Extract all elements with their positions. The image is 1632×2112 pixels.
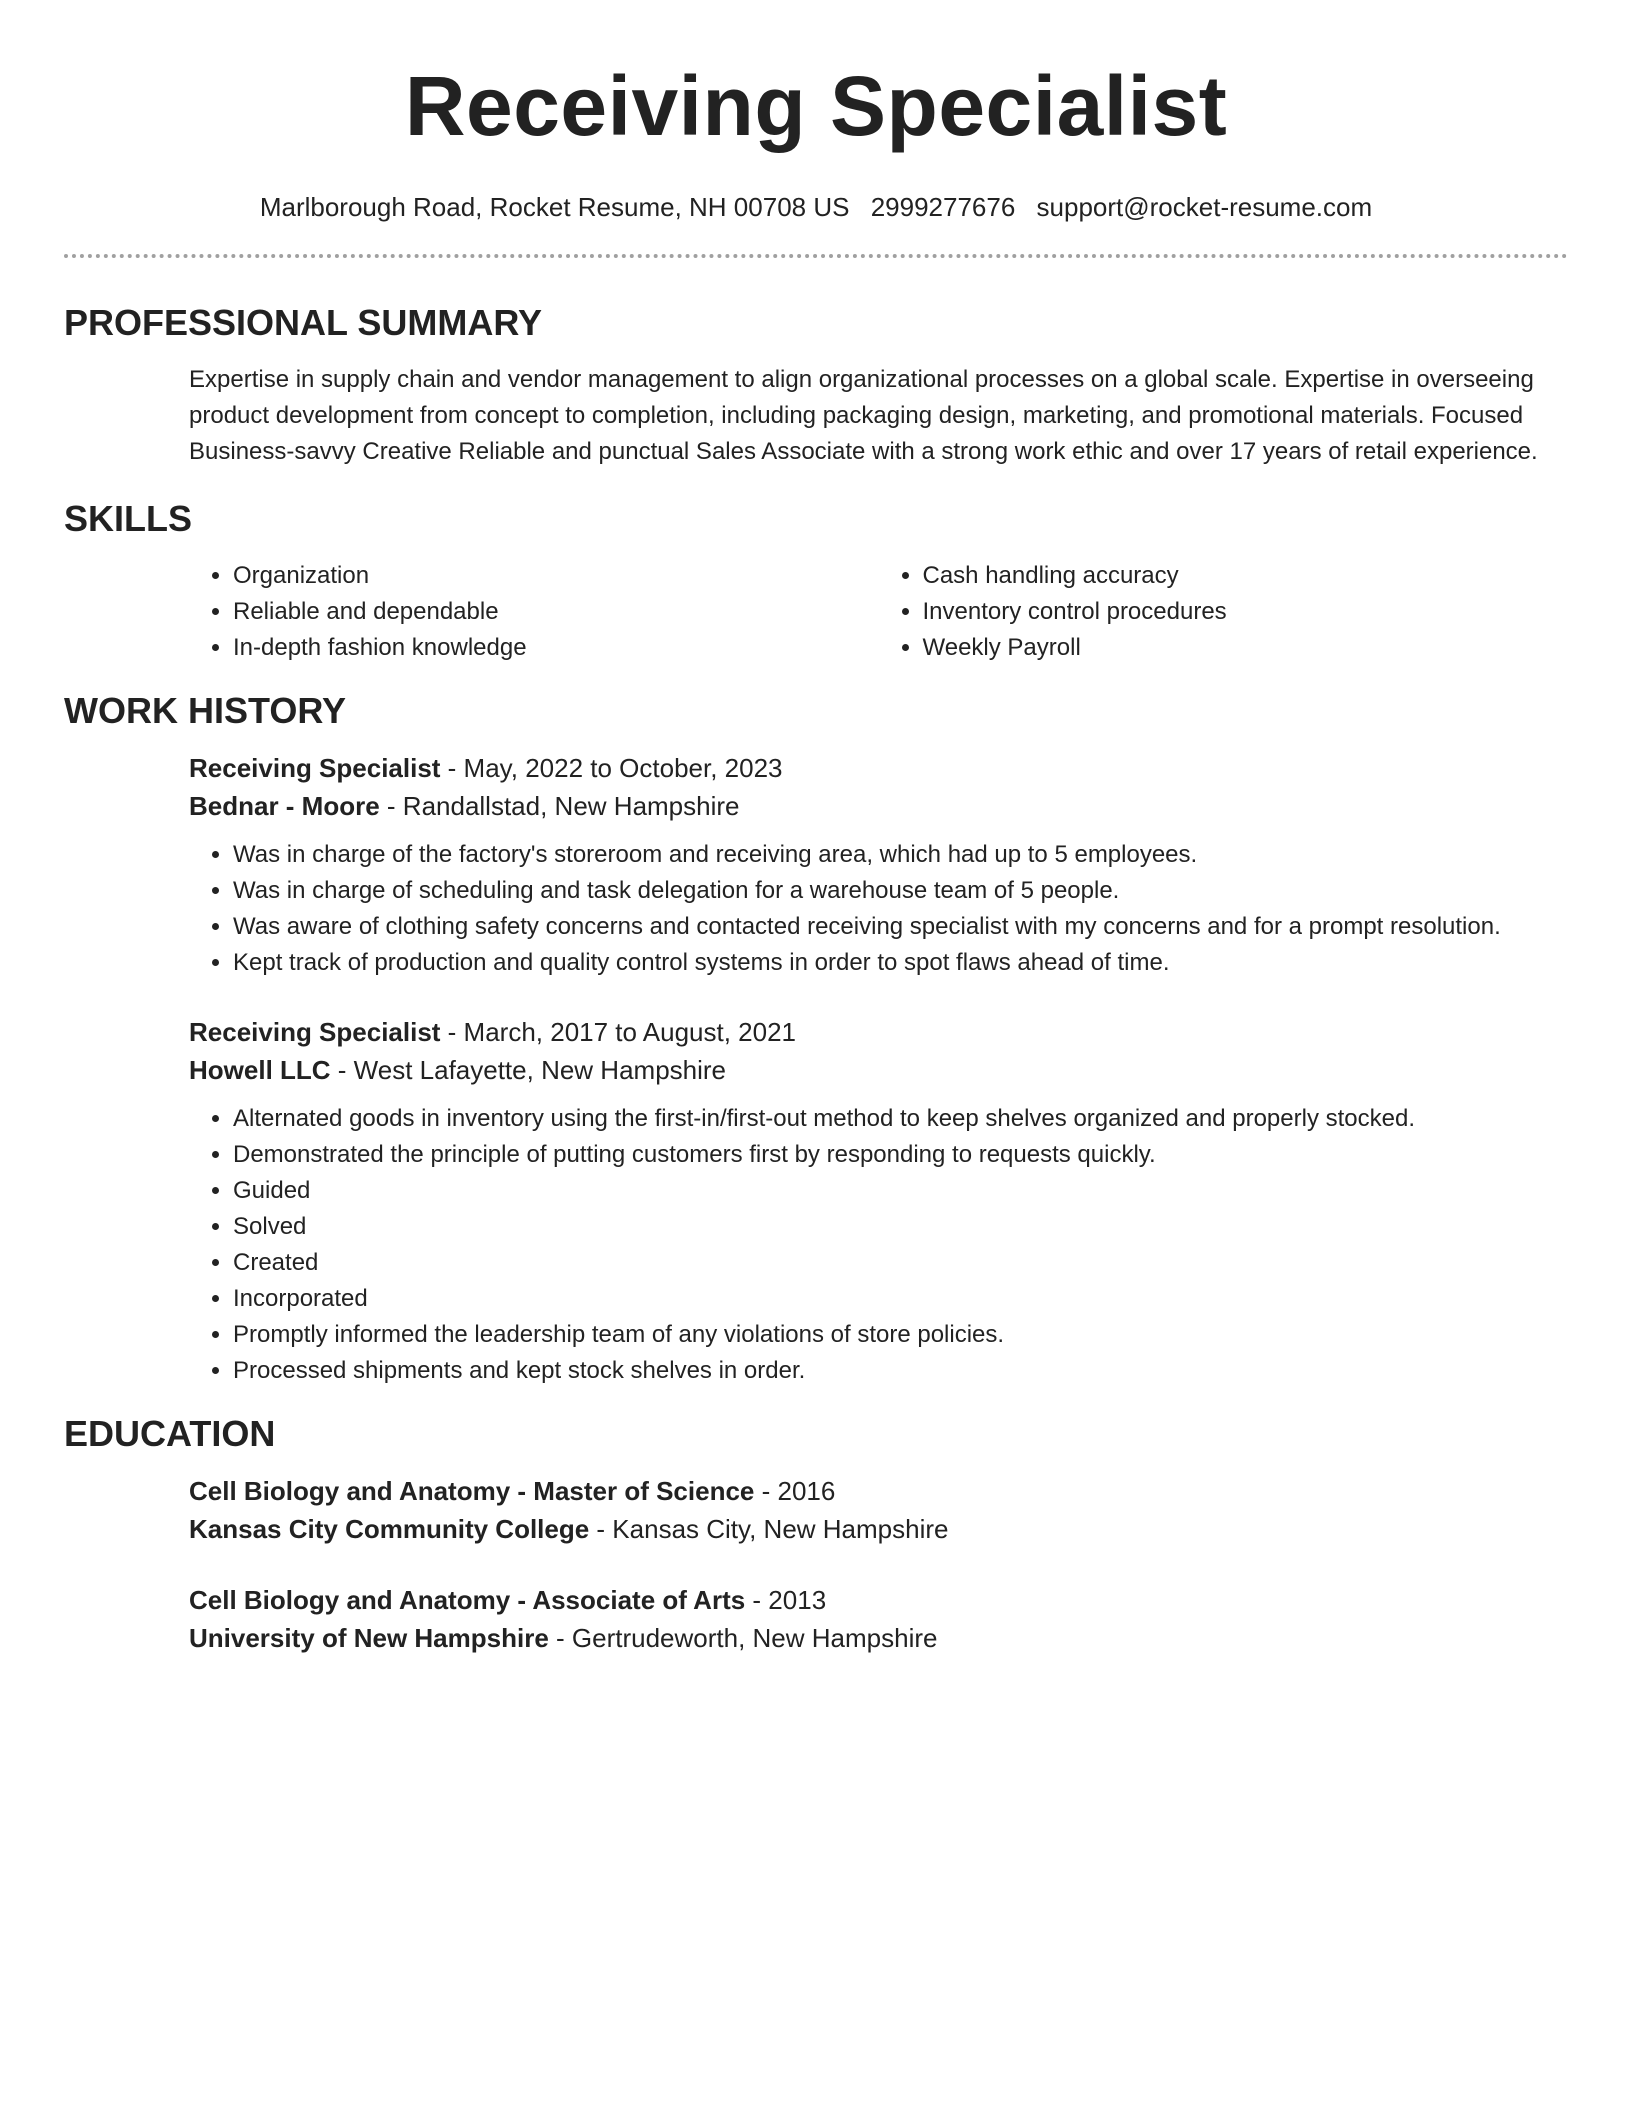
school-line	[189, 1510, 1568, 1548]
contact-phone: 2999277676	[870, 192, 1016, 222]
job-company: Howell LLC	[189, 1055, 331, 1085]
job-entry	[64, 1013, 1568, 1389]
duty-item: • Alternated goods in inventory using the first-in/first-out method to keep shelves organized and properly stocked.	[233, 1101, 1568, 1137]
skill-item: • In-depth fashion knowledge	[233, 630, 879, 666]
job-duties	[189, 1101, 1568, 1389]
skill-item: • Cash handling accuracy	[923, 558, 1569, 594]
contact-line	[64, 192, 1568, 222]
education-heading: EDUCATION	[64, 1413, 276, 1454]
education-entry	[64, 1472, 1568, 1548]
job-duties	[189, 837, 1568, 981]
skill-item: • Reliable and dependable	[233, 594, 879, 630]
degree-name: Cell Biology and Anatomy - Associate of Arts	[189, 1585, 746, 1615]
duty-item: • Promptly informed the leadership team of any violations of store policies.	[233, 1317, 1568, 1353]
job-company-line	[189, 787, 1568, 825]
header-divider	[64, 254, 1568, 258]
summary-section	[64, 362, 1568, 470]
contact-address: Marlborough Road, Rocket Resume, NH 00708 US	[259, 192, 850, 222]
job-dates: - May, 2022 to October, 2023	[440, 753, 783, 783]
duty-item: • Demonstrated the principle of putting customers first by responding to requests quickly.	[233, 1137, 1568, 1173]
job-company: Bednar - Moore	[189, 791, 380, 821]
school-line	[189, 1619, 1568, 1657]
work-history-heading: WORK HISTORY	[64, 690, 347, 731]
duty-item: • Created	[233, 1245, 1568, 1281]
job-role: Receiving Specialist	[189, 753, 441, 783]
school-name: University of New Hampshire	[189, 1623, 549, 1653]
degree-line	[189, 1581, 1568, 1619]
skills-column-right	[879, 558, 1569, 666]
skill-item: • Weekly Payroll	[923, 630, 1569, 666]
summary-heading: PROFESSIONAL SUMMARY	[64, 302, 543, 343]
education-entry	[64, 1581, 1568, 1657]
duty-item: • Was aware of clothing safety concerns and contacted receiving specialist with my concerns and for a prompt resolution.	[233, 909, 1568, 945]
summary-text: Expertise in supply chain and vendor management to align organizational processes on a global scale. Expertise in overseeing product development from concept to completion, including packaging design, marketing, and promotional materials. Focused Business-savvy Creative Reliable and punctual Sales Associate with a strong work ethic and over 17 years of retail experience.	[189, 366, 1538, 465]
duty-item: • Solved	[233, 1209, 1568, 1245]
duty-item: • Was in charge of scheduling and task delegation for a warehouse team of 5 people.	[233, 873, 1568, 909]
skill-item: • Organization	[233, 558, 879, 594]
degree-year: - 2016	[754, 1476, 836, 1506]
skills-column-left	[189, 558, 879, 666]
job-title-line	[189, 1013, 1568, 1051]
duty-item: • Guided	[233, 1173, 1568, 1209]
job-dates: - March, 2017 to August, 2021	[440, 1017, 797, 1047]
skills-list	[64, 558, 1568, 666]
duty-item: • Was in charge of the factory's storeroom and receiving area, which had up to 5 employees.	[233, 837, 1568, 873]
degree-line	[189, 1472, 1568, 1510]
degree-year: - 2013	[745, 1585, 827, 1615]
skills-heading: SKILLS	[64, 498, 193, 539]
degree-name: Cell Biology and Anatomy - Master of Science	[189, 1476, 755, 1506]
job-location: - West Lafayette, New Hampshire	[330, 1055, 727, 1085]
skill-item: • Inventory control procedures	[923, 594, 1569, 630]
job-location: - Randallstad, New Hampshire	[379, 791, 740, 821]
duty-item: • Kept track of production and quality control systems in order to spot flaws ahead of time.	[233, 945, 1568, 981]
school-location: - Kansas City, New Hampshire	[589, 1514, 949, 1544]
job-entry	[64, 749, 1568, 981]
duty-item: • Processed shipments and kept stock shelves in order.	[233, 1353, 1568, 1389]
school-location: - Gertrudeworth, New Hampshire	[548, 1623, 938, 1653]
job-company-line	[189, 1051, 1568, 1089]
school-name: Kansas City Community College	[189, 1514, 590, 1544]
contact-email: support@rocket-resume.com	[1036, 192, 1373, 222]
job-title-line	[189, 749, 1568, 787]
job-role: Receiving Specialist	[189, 1017, 441, 1047]
resume-name: Receiving Specialist	[404, 59, 1228, 153]
duty-item: • Incorporated	[233, 1281, 1568, 1317]
